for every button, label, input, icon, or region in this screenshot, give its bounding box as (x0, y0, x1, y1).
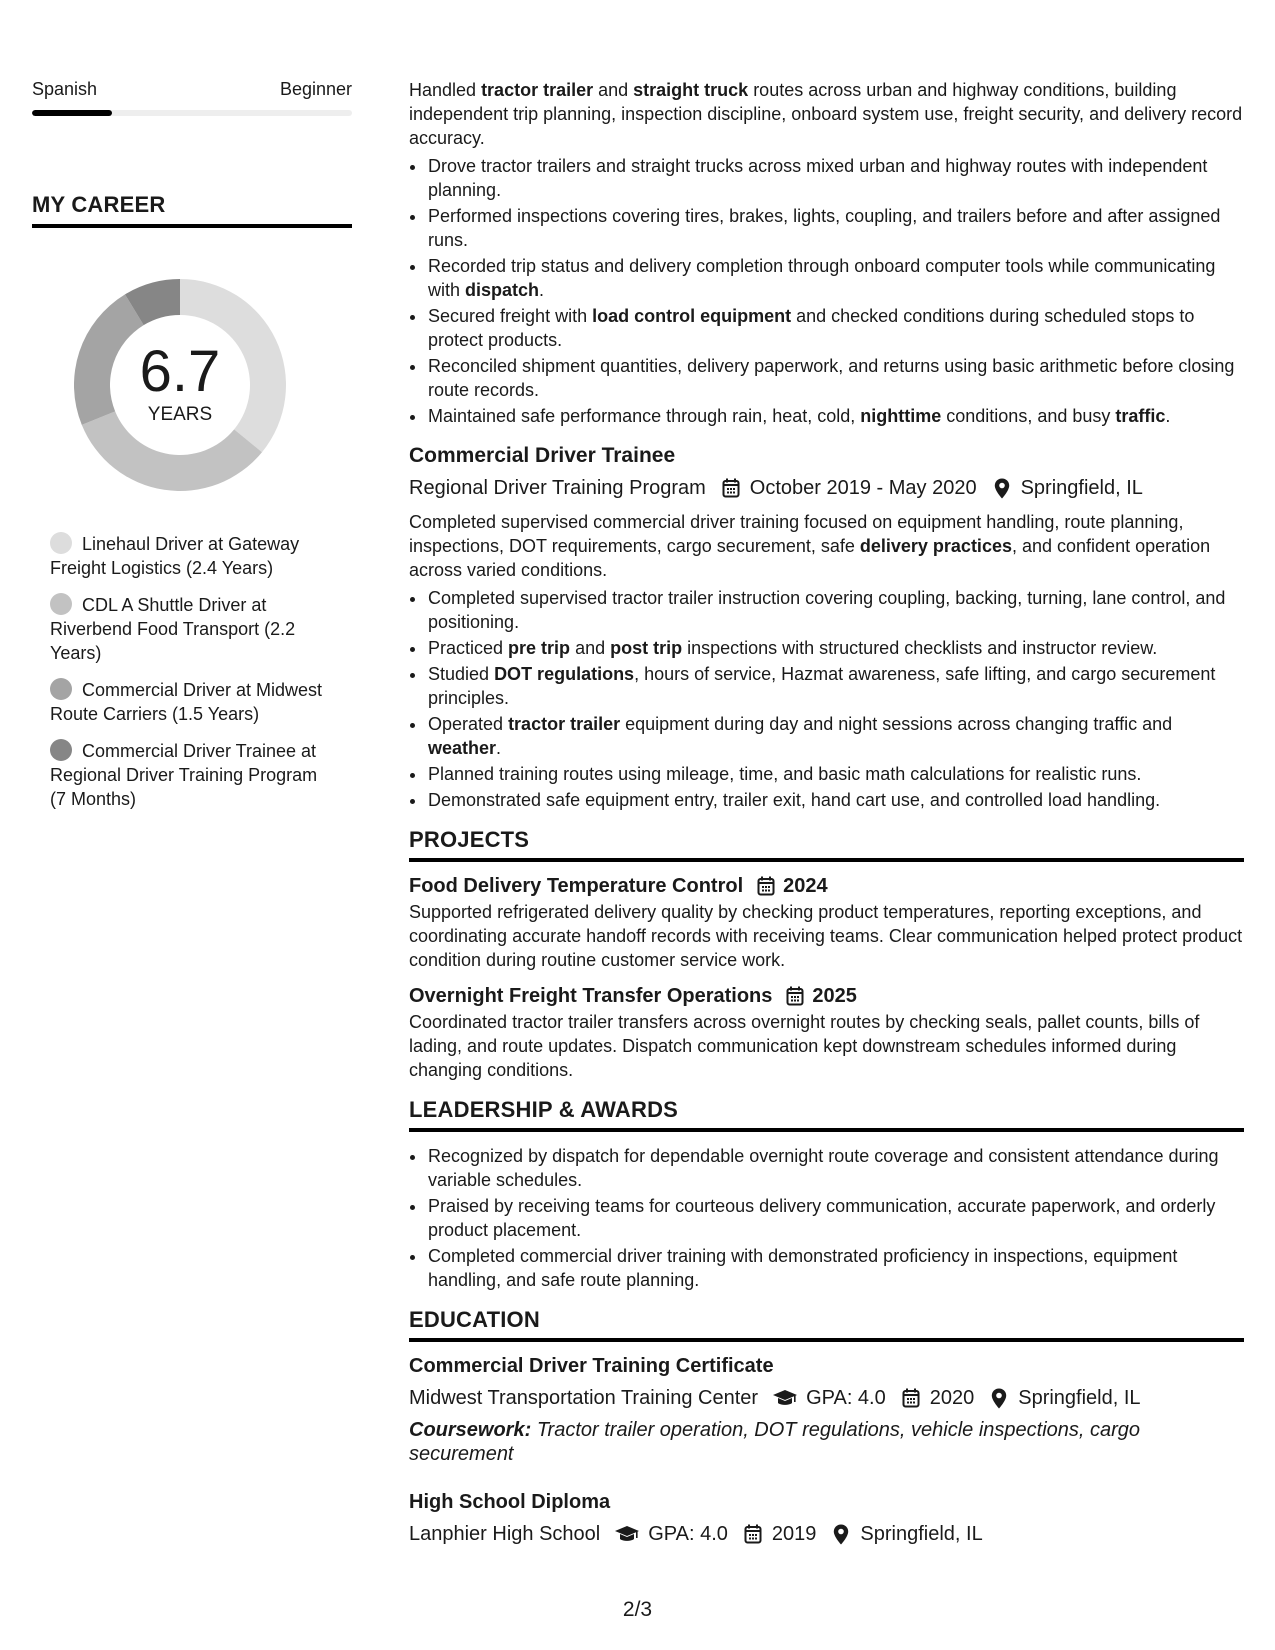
job-company: Regional Driver Training Program (409, 477, 706, 499)
leadership-bullets (409, 1144, 1244, 1292)
career-section-title: MY CAREER (32, 192, 352, 228)
career-legend-item (50, 739, 336, 811)
graduation-cap-icon (772, 1387, 798, 1409)
legend-dot (50, 739, 72, 761)
job-bullets (409, 586, 1244, 812)
language-row (32, 78, 352, 100)
project-title (409, 872, 1244, 900)
calendar-icon (900, 1387, 922, 1409)
education-location: Springfield, IL (860, 1523, 983, 1545)
legend-label: Commercial Driver Trainee at Regional Driver Training Program (7 Months) (50, 741, 318, 809)
legend-dot (50, 593, 72, 615)
bullet-item: • Reconciled shipment quantities, delivery paperwork, and returns using basic arithmetic before closing route records. (427, 354, 1244, 402)
calendar-icon (742, 1523, 764, 1545)
bullet-item: • Operated tractor trailer equipment during day and night sessions across changing traffic and weather. (427, 712, 1244, 760)
education-school: Midwest Transportation Training Center (409, 1387, 759, 1409)
sidebar (32, 78, 352, 824)
bullet-item: • Planned training routes using mileage, time, and basic math calculations for realistic runs. (427, 762, 1244, 786)
education-gpa: GPA: 4.0 (648, 1523, 728, 1545)
education-coursework (409, 1418, 1244, 1466)
project-description: Coordinated tractor trailer transfers across overnight routes by checking seals, pallet counts, bills of lading, and route updates. Dispatch communication kept downstream schedules informed during changing conditions. (409, 1012, 1200, 1080)
career-total-value: 6.7 (139, 339, 221, 404)
bullet-item: • Secured freight with load control equipment and checked conditions during scheduled stops to protect products. (427, 304, 1244, 352)
bullet-item: • Maintained safe performance through rain, heat, cold, nighttime conditions, and busy traffic. (427, 404, 1244, 428)
legend-dot (50, 532, 72, 554)
education-location: Springfield, IL (1018, 1387, 1141, 1409)
education-degree: Commercial Driver Training Certificate (409, 1355, 774, 1377)
education-meta (409, 1520, 1244, 1548)
career-legend-item (50, 593, 336, 665)
legend-dot (50, 678, 72, 700)
education-school: Lanphier High School (409, 1523, 601, 1545)
job-meta (409, 474, 1244, 502)
career-legend-item (50, 678, 336, 726)
legend-label: CDL A Shuttle Driver at Riverbend Food Transport (2.2 Years) (50, 595, 296, 663)
job-summary: Handled tractor trailer and straight truck routes across urban and highway conditions, building independent trip planning, inspection discipline, onboard system use, freight security, and delivery record accuracy. (409, 80, 1243, 148)
legend-label: Commercial Driver at Midwest Route Carriers (1.5 Years) (50, 680, 323, 724)
project-title (409, 982, 1244, 1010)
map-pin-icon (991, 477, 1013, 499)
education-gpa: GPA: 4.0 (806, 1387, 886, 1409)
bullet-item: • Completed supervised tractor trailer instruction covering coupling, backing, turning, lane control, and positioning. (427, 586, 1244, 634)
coursework-text: Tractor trailer operation, DOT regulations, vehicle inspections, cargo securement (409, 1419, 1141, 1465)
career-donut-chart (67, 272, 293, 498)
language-proficiency-fill (32, 110, 112, 116)
job-location: Springfield, IL (1020, 477, 1143, 499)
graduation-cap-icon (614, 1523, 640, 1545)
main-content (409, 78, 1244, 1548)
bullet-item: • Drove tractor trailers and straight trucks across mixed urban and highway routes with independent planning. (427, 154, 1244, 202)
job-title: Commercial Driver Trainee (409, 444, 676, 467)
education-meta (409, 1384, 1244, 1412)
bullet-item: • Studied DOT regulations, hours of service, Hazmat awareness, safe lifting, and cargo securement principles. (427, 662, 1244, 710)
bullet-item: • Recognized by dispatch for dependable overnight route coverage and consistent attendance during variable schedules. (427, 1144, 1244, 1192)
education-section-title: EDUCATION (409, 1308, 1244, 1342)
map-pin-icon (988, 1387, 1010, 1409)
career-legend (50, 532, 336, 811)
calendar-icon (720, 477, 742, 499)
education-year: 2020 (929, 1387, 975, 1409)
bullet-item: • Demonstrated safe equipment entry, trailer exit, hand cart use, and controlled load handling. (427, 788, 1244, 812)
career-legend-item (50, 532, 336, 580)
job-dates: October 2019 - May 2020 (749, 477, 977, 499)
leadership-section-title: LEADERSHIP & AWARDS (409, 1098, 1244, 1132)
bullet-item: • Practiced pre trip and post trip inspections with structured checklists and instructor review. (427, 636, 1244, 660)
project-year: 2024 (783, 875, 828, 897)
projects-section-title: PROJECTS (409, 828, 1244, 862)
bullet-item: • Praised by receiving teams for courteous delivery communication, accurate paperwork, and orderly product placement. (427, 1194, 1244, 1242)
education-year: 2019 (771, 1523, 817, 1545)
project-name: Overnight Freight Transfer Operations (409, 985, 773, 1007)
education-degree: High School Diploma (409, 1491, 611, 1513)
page-number: 2/3 (622, 1598, 653, 1621)
language-proficiency-bar (32, 110, 352, 116)
language-level: Beginner (279, 79, 352, 99)
legend-label: Linehaul Driver at Gateway Freight Logistics (2.4 Years) (50, 534, 300, 578)
language-name: Spanish (32, 79, 98, 99)
map-pin-icon (830, 1523, 852, 1545)
bullet-item: • Completed commercial driver training with demonstrated proficiency in inspections, equipment handling, and safe route planning. (427, 1244, 1244, 1292)
coursework-label: Coursework: (409, 1419, 532, 1441)
job-summary: Completed supervised commercial driver training focused on equipment handling, route planning, inspections, DOT requirements, cargo securement, safe delivery practices, and confident operation across varied conditions. (409, 512, 1211, 580)
career-total-unit: YEARS (147, 404, 213, 425)
calendar-icon (755, 875, 777, 897)
bullet-item: • Recorded trip status and delivery completion through onboard computer tools while communicating with dispatch. (427, 254, 1244, 302)
project-name: Food Delivery Temperature Control (409, 875, 744, 897)
bullet-item: • Performed inspections covering tires, brakes, lights, coupling, and trailers before and after assigned runs. (427, 204, 1244, 252)
job-bullets (409, 154, 1244, 428)
calendar-icon (784, 985, 806, 1007)
project-description: Supported refrigerated delivery quality by checking product temperatures, reporting exceptions, and coordinating accurate handoff records with receiving teams. Clear communication helped protect product condition during routine customer service work. (409, 902, 1243, 970)
project-year: 2025 (812, 985, 857, 1007)
